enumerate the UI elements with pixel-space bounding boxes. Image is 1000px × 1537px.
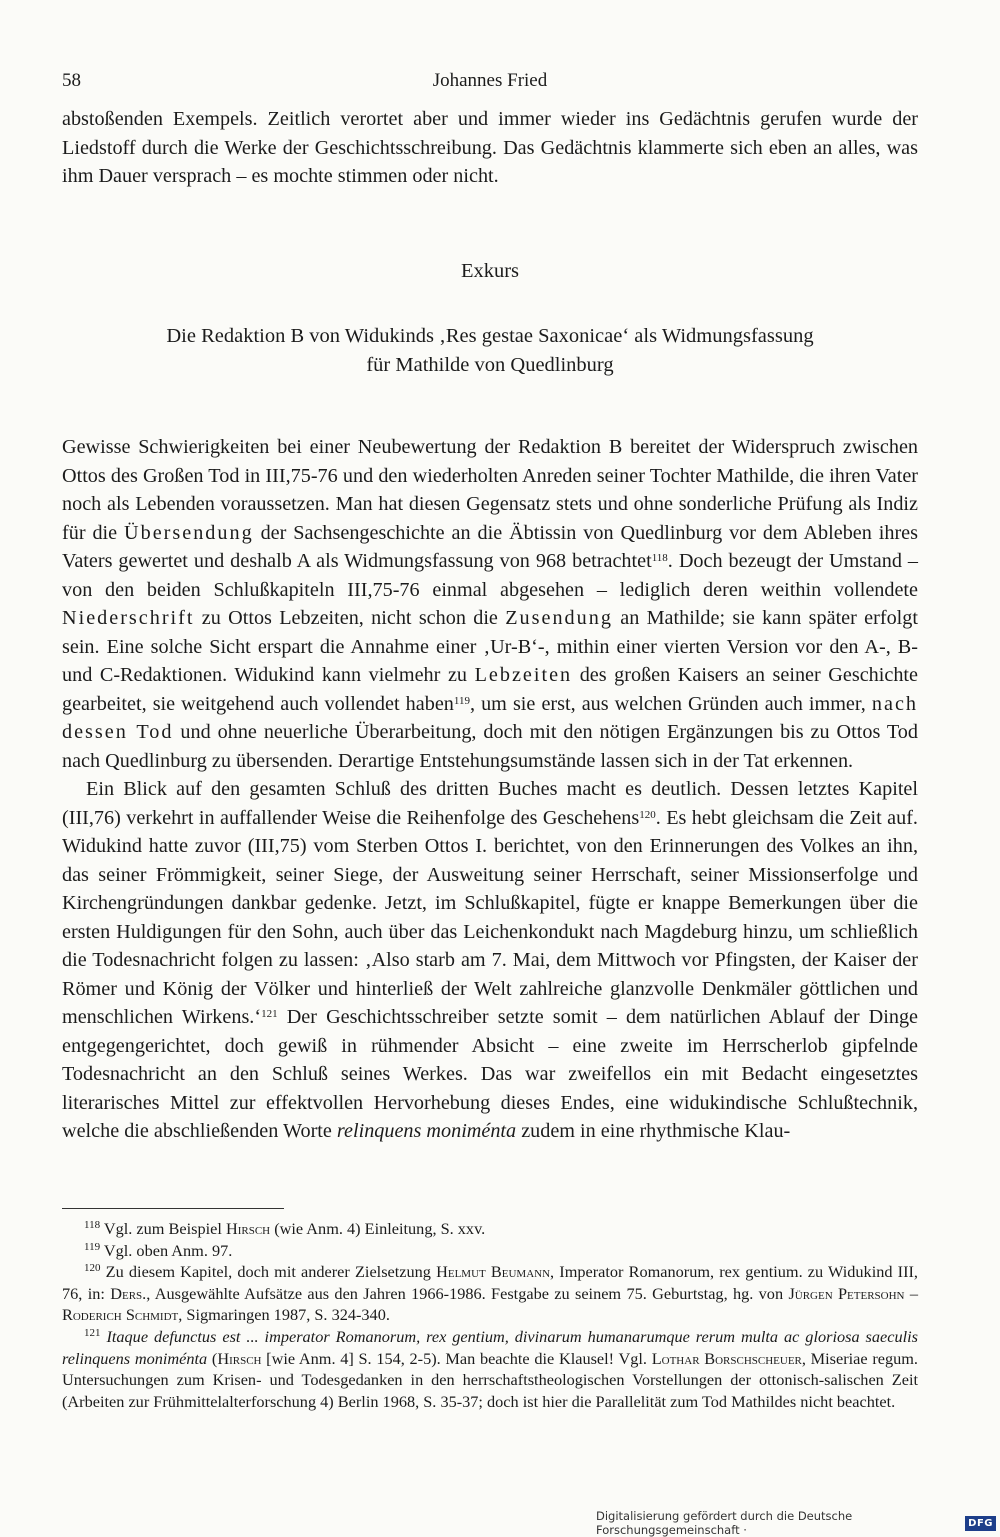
dfg-logo[interactable]: DFG xyxy=(965,1516,996,1531)
emphasis-nach-dessen-tod: nach dessen Tod xyxy=(62,692,918,743)
footnotes xyxy=(62,1218,918,1412)
footnote-ref-118[interactable]: 118 xyxy=(651,552,668,564)
paragraph-2: Ein Blick auf den gesamten Schluß des dritten Buches macht es deutlich. Dessen letztes Kapitel (III,76) verkehrt in auffallender Weise die Reihenfolge des Geschehens$^{120}$. Es hebt gleichsam die Zeit auf. Widukind hatte zuvor (III,75) vom Sterben Ottos I. berichtet, von den Erinnerungen des Volkes an ihn, das seiner Frömmigkeit, seiner Siege, der Ausweitung seiner Herrschaft, seiner Missionserfolge und Kirchengründungen dankbar gedenke. Jetzt, im Schlußkapitel, fügte er knappe Bemerkungen über die ersten Huldigungen für den Sohn, auch über das Leichenkondukt nach Magdeburg hinzu, um schließlich die Todesnachricht folgen zu lassen: ‚Also starb am 7. Mai, dem Mittwoch vor Pfingsten, der Kaiser der Römer und König der Völker und hinterließ der Welt zahlreiche glanzvolle Denkmäler göttlichen und menschlichen Wirkens.‘$^{121}$ Der Geschichtsschreiber setzte somit – dem natürlichen Ablauf der Dinge entgegengerichtet, doch gewiß in rühmender Absicht – eine zweite im Herrscherlob gipfelnde Todesnachricht an den Schluß seines Werkes. Das war zweifellos ein mit Bedacht eingesetztes literarisches Mittel zur effektvollen Hervorhebung dieses Endes, eine widukindische Schlußtechnik, welche die abschließenden Worte relinquens moniménta zudem in eine rhythmische Klau- xyxy=(62,778,918,1142)
emphasis-zusendung: Zusendung xyxy=(505,607,613,629)
paragraph-1: Gewisse Schwierigkeiten bei einer Neubewertung der Redaktion B bereitet der Widerspruch zwischen Ottos des Großen Tod in III,75-76 und den wiederholten Anreden seiner Tochter Mathilde, die ihren Vater noch als Lebenden voraussetzen. Man hat diesen Gegensatz stets und ohne sonderliche Prüfung als Indiz für die Übersendung der Sachsengeschichte an die Äbtissin von Quedlinburg vor dem Ableben ihres Vaters gewertet und deshalb A als Widmungsfassung von 968 betrachtet$^{118}$. Doch bezeugt der Umstand – von den beiden Schlußkapiteln III,75-76 einmal abgesehen – lediglich deren weithin vollendete Niederschrift zu Ottos Lebzeiten, nicht schon die Zusendung an Mathilde; sie kann später erfolgt sein. Eine solche Sicht erspart die Annahme einer ‚Ur-B‘-, mithin einer vierten Version vor den A-, B- und C-Redaktionen. Widukind kann vielmehr zu Lebzeiten des großen Kaisers an seiner Geschichte gearbeitet, sie weitgehend auch vollendet haben$^{119}$, um sie erst, aus welchen Gründen auch immer, nach dessen Tod und ohne neuerliche Überarbeitung, doch mit den nötigen Ergänzungen bis zu Ottos Tod nach Quedlinburg zu übersenden. Derartige Entstehungsumstände lassen sich in der Tat erkennen. xyxy=(62,436,918,772)
footnote-118: $^{118}$ Vgl. zum Beispiel Hirsch (wie Anm. 4) Einleitung, S. xxv. xyxy=(84,1219,486,1238)
opening-text: abstoßenden Exempels. Zeitlich verortet aber und immer wieder ins Gedächtnis gerufen wurde der Liedstoff durch die Werke der Geschichtsschreibung. Das Gedächtnis klammerte sich eben an alles, was ihm Dauer versprach – es mochte stimmen oder nicht. xyxy=(62,108,918,187)
digitization-credit xyxy=(596,1509,996,1537)
opening-paragraph xyxy=(62,105,918,191)
emphasis-lebzeiten: Lebzeiten xyxy=(474,664,573,686)
excursus-title-line-2: für Mathilde von Quedlinburg xyxy=(366,354,614,376)
footnote-119: $^{119}$ Vgl. oben Anm. 97. xyxy=(84,1240,233,1260)
main-body xyxy=(62,433,918,1146)
emphasis-uebersendung: Übersendung xyxy=(124,521,254,544)
footnote-ref-120[interactable]: 120 xyxy=(639,808,656,821)
excursus-heading: Exkurs xyxy=(460,260,520,282)
excursus-title-line-1: Die Redaktion B von Widukinds ‚Res gestae Saxonicae‘ als Widmungsfassung xyxy=(166,325,814,347)
footnote-ref-119[interactable]: 119 xyxy=(453,694,470,707)
emphasis-niederschrift: Niederschrift xyxy=(62,607,195,629)
italic-quote: relinquens moniménta xyxy=(336,1120,517,1142)
running-head: Johannes Fried xyxy=(432,70,548,91)
footnote-121: $^{121}$ Itaque defunctus est ... imperator Romanorum, rex gentium, divinarum humanarumque rerum multa ac gloriosa saeculis relinquens moniménta (Hirsch [wie Anm. 4] S. 154, 2-5). Man beachte die Klausel! Vgl. Lothar Borschscheuer, Miseriae regum. Untersuchungen zum Krisen- und Todesgedanken in den herrschaftstheologischen Vorstellungen der ottonisch-salischen Zeit (Arbeiten zur Frühmittelalterforschung 4) Berlin 1968, S. 35-37; doch ist hier die Parallelität zum Tod Mathildes nicht beachtet. xyxy=(62,1326,918,1411)
credit-text: Digitalisierung gefördert durch die Deutsche Forschungsgemeinschaft · xyxy=(596,1509,853,1537)
page-header xyxy=(62,70,918,94)
page-number: 58 xyxy=(62,70,81,91)
footnote-separator xyxy=(62,1208,284,1209)
footnote-120: $^{120}$ Zu diesem Kapitel, doch mit anderer Zielsetzung Helmut Beumann, Imperator Romanorum, rex gentium. zu Widukind III, 76, in: Ders., Ausgewählte Aufsätze aus den Jahren 1966-1986. Festgabe zu seinem 75. Geburtstag, hg. von Jürgen Petersohn – Roderich Schmidt, Sigmaringen 1987, S. 324-340. xyxy=(62,1262,918,1325)
footnote-ref-121[interactable]: 121 xyxy=(261,1008,278,1020)
